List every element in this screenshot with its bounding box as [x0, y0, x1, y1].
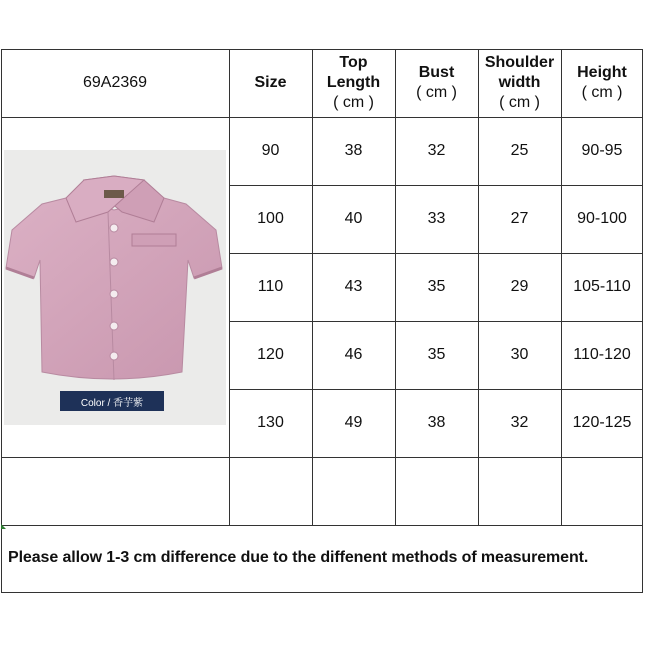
cell-bust: 33: [427, 210, 446, 227]
header-height-unit: ( cm ): [581, 84, 623, 101]
header-shoulder-unit: ( cm ): [499, 94, 540, 111]
header-shoulder-line2: width: [498, 74, 541, 91]
cell-top-length: 40: [344, 210, 363, 227]
shirt-image: [4, 150, 226, 425]
header-top-length-line2: Length: [326, 74, 381, 91]
cell-size: 130: [257, 414, 284, 431]
header-top-length-unit: ( cm ): [333, 94, 374, 111]
cell-size: 110: [257, 278, 284, 295]
corner-marker: [1, 524, 6, 529]
row-divider: [1, 525, 643, 526]
row-divider: [1, 457, 643, 458]
header-size-label: Size: [254, 74, 287, 91]
color-badge: Color / 香芋紫: [60, 391, 164, 411]
cell-height: 120-125: [572, 414, 632, 431]
cell-height: 105-110: [573, 278, 631, 295]
header-size: [229, 49, 312, 117]
cell-bust: 32: [427, 142, 446, 159]
header-top-length-line1: Top: [339, 54, 368, 71]
cell-height: 110-120: [573, 346, 631, 363]
header-bust-unit: ( cm ): [416, 84, 457, 101]
cell-top-length: 43: [344, 278, 363, 295]
cell-top-length: 46: [344, 346, 363, 363]
cell-shoulder: 29: [510, 278, 529, 295]
measurement-note: Please allow 1-3 cm difference due to the diffenent methods of measurement.: [8, 549, 589, 566]
cell-shoulder: 27: [510, 210, 529, 227]
product-code: 69A2369: [82, 74, 148, 91]
cell-size: 100: [257, 210, 284, 227]
cell-shoulder: 32: [510, 414, 529, 431]
cell-height: 90-95: [581, 142, 623, 159]
cell-size: 120: [257, 346, 284, 363]
header-top-length: [312, 49, 395, 117]
cell-shoulder: 30: [510, 346, 529, 363]
header-bust-line1: Bust: [418, 64, 455, 81]
cell-height: 90-100: [577, 210, 627, 227]
header-height: [561, 49, 643, 117]
cell-shoulder: 25: [510, 142, 529, 159]
product-photo: [4, 150, 226, 425]
header-height-line1: Height: [577, 64, 627, 81]
header-bust: [395, 49, 478, 117]
cell-top-length: 38: [344, 142, 363, 159]
cell-top-length: 49: [344, 414, 363, 431]
cell-bust: 35: [427, 346, 446, 363]
cell-size: 90: [261, 142, 280, 159]
header-shoulder-line1: Shoulder: [484, 54, 555, 71]
cell-bust: 35: [427, 278, 446, 295]
header-shoulder-width: [478, 49, 561, 117]
cell-bust: 38: [427, 414, 446, 431]
